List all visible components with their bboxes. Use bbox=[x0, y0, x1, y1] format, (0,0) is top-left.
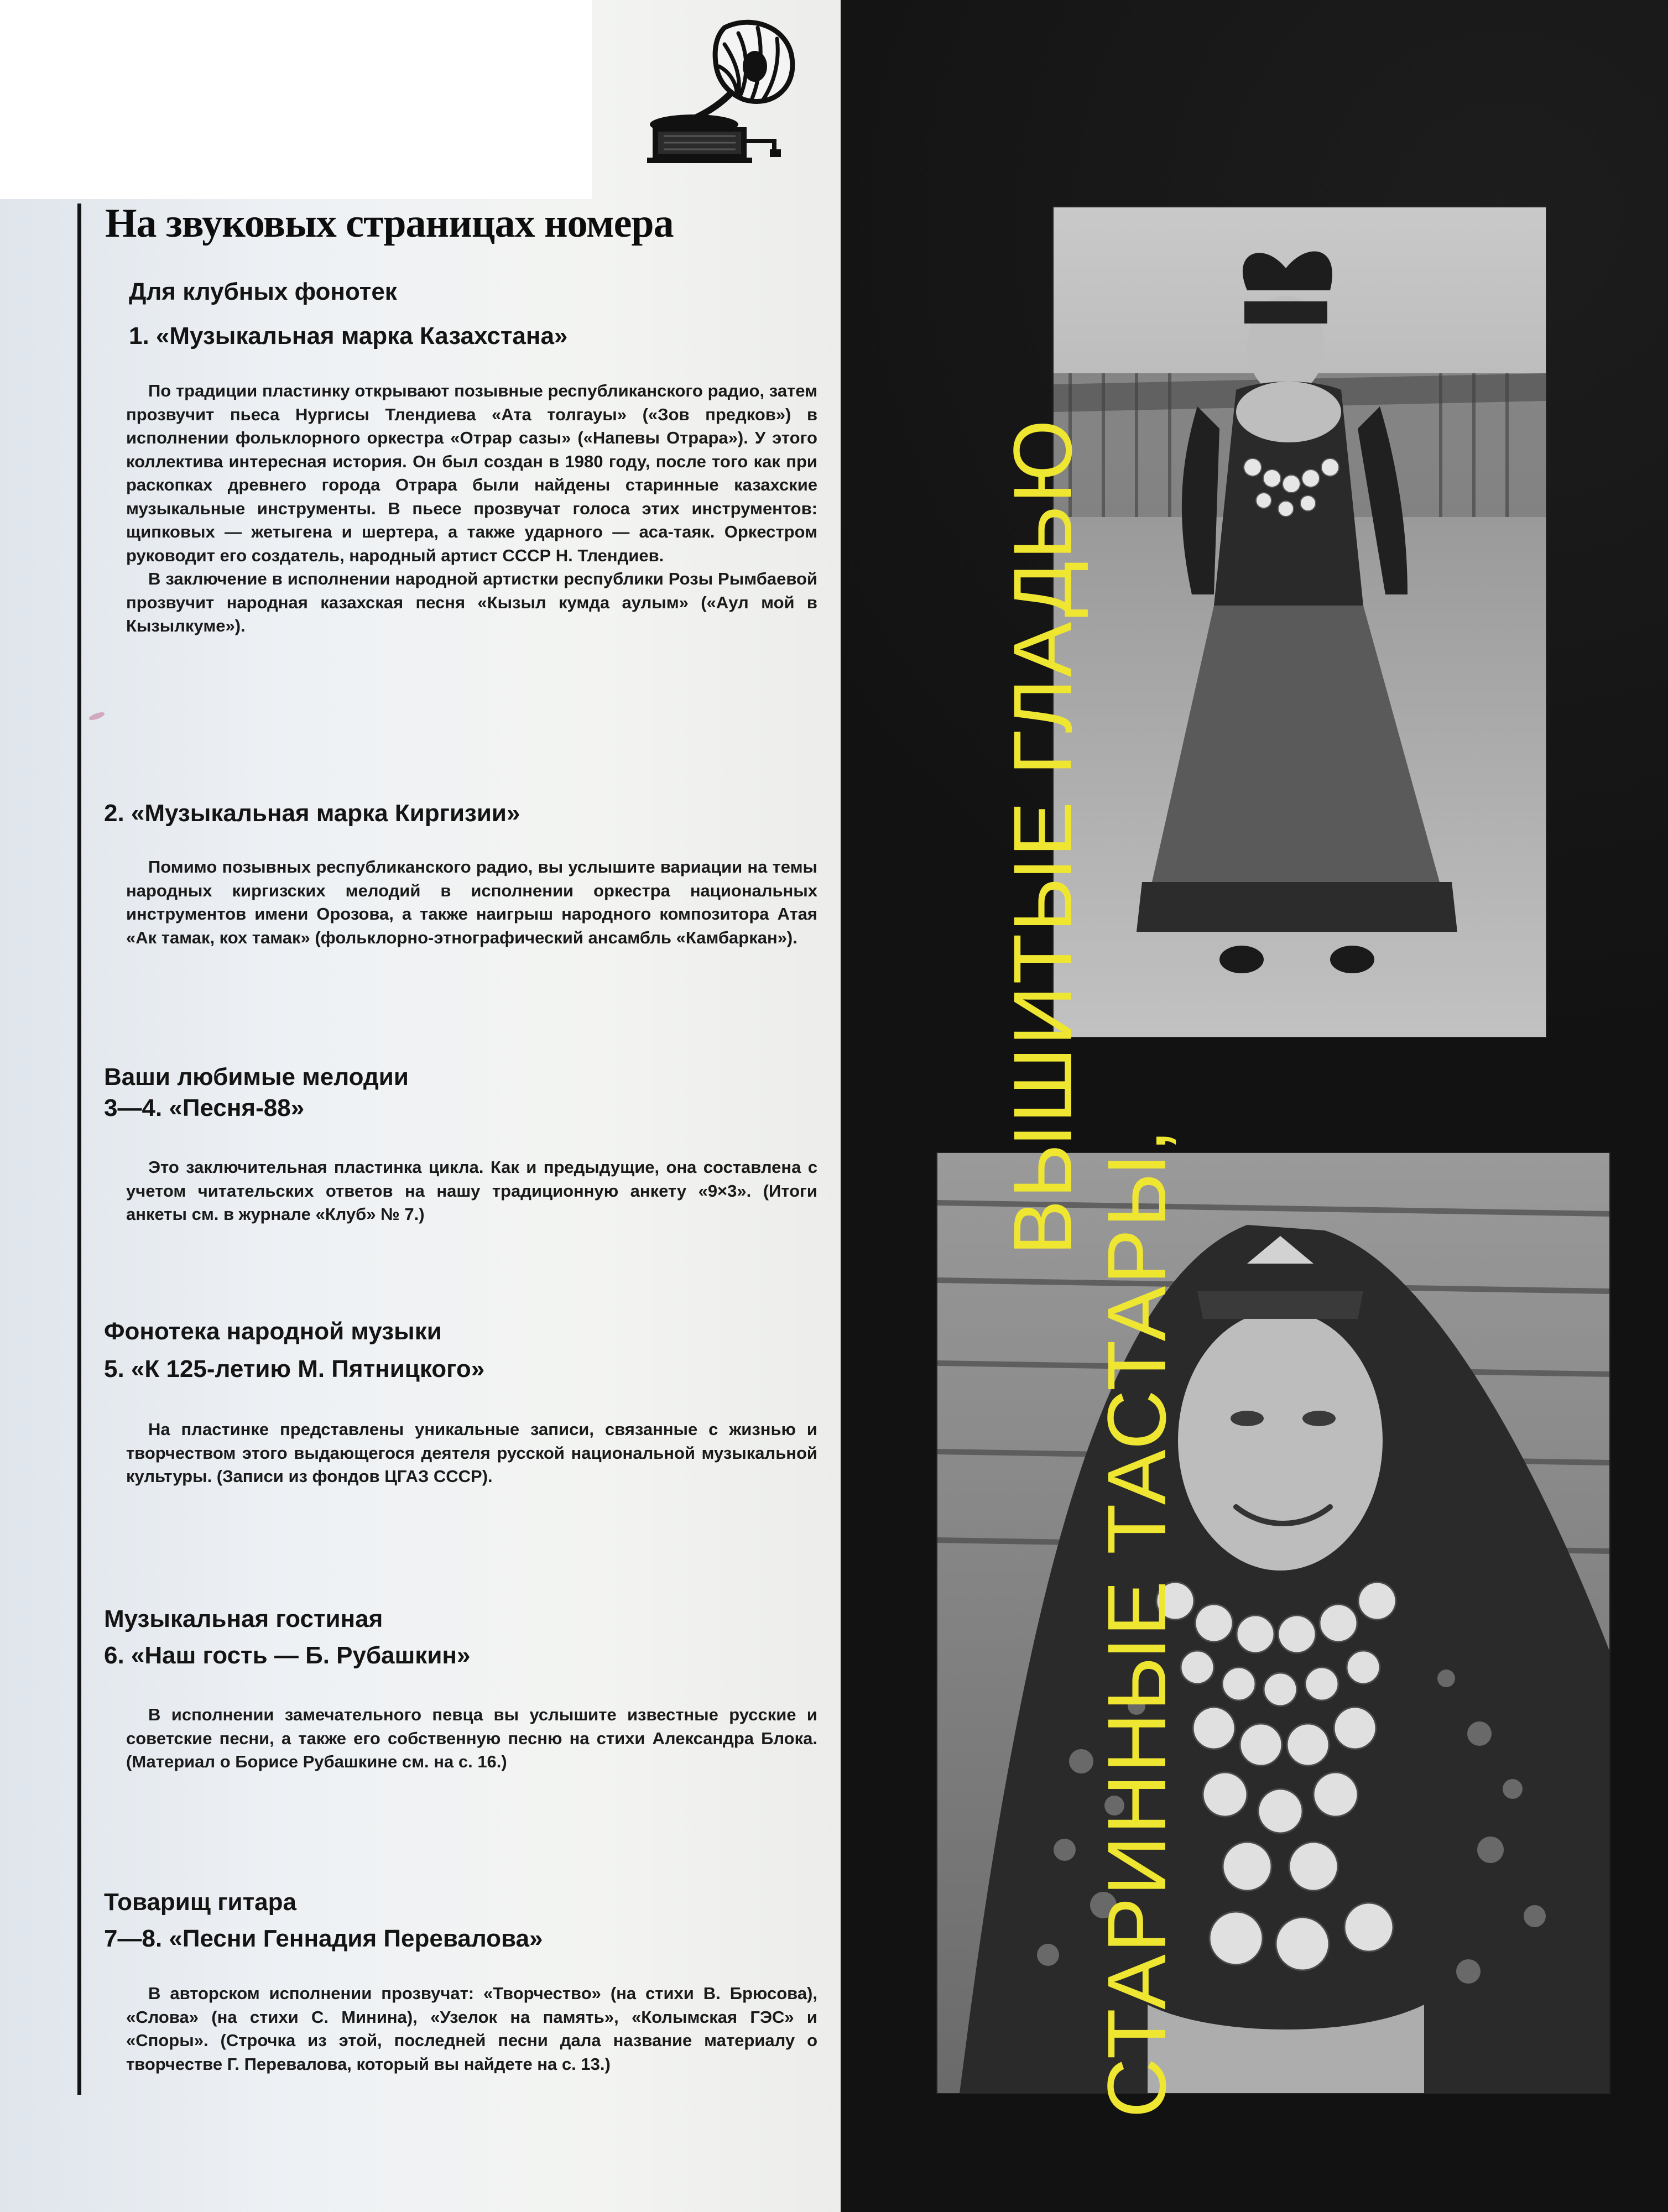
section-category: Музыкальная гостиная bbox=[104, 1605, 383, 1632]
section-body bbox=[104, 1703, 817, 1774]
section-body bbox=[104, 1418, 817, 1489]
section-category: Ваши любимые мелодии bbox=[104, 1063, 409, 1091]
page-title: На звуковых страницах номера bbox=[105, 201, 674, 246]
section-kirgizia bbox=[104, 798, 823, 950]
vertical-title-line-2: ВЫШИТЫЕ ГЛАДЬЮ bbox=[996, 418, 1089, 1255]
section-heading: 7—8. «Песни Геннадия Перевалова» bbox=[104, 1925, 543, 1952]
section-heading: 2. «Музыкальная марка Киргизии» bbox=[104, 800, 520, 827]
section-pesnya-88 bbox=[104, 1062, 823, 1227]
section-paragraph: В исполнении замечательного певца вы услышите известные русские и советские песни, а также его собственную песню на стихи Александра Блока. (Материал о Борисе Рубашкине см. на с. 16.) bbox=[126, 1705, 817, 1771]
section-kazakhstan bbox=[104, 276, 823, 638]
section-body bbox=[104, 379, 817, 638]
vertical-title bbox=[995, 418, 1184, 2118]
section-heading: 1. «Музыкальная марка Казахстана» bbox=[129, 322, 568, 349]
section-perevalov bbox=[104, 1887, 823, 2076]
gramophone-icon bbox=[642, 11, 807, 177]
section-body bbox=[104, 1982, 817, 2076]
section-heading: 5. «К 125-летию М. Пятницкого» bbox=[104, 1355, 485, 1383]
section-body bbox=[104, 855, 817, 950]
section-paragraph: В заключение в исполнении народной артистки республики Розы Рымбаевой прозвучит народная казахская песня «Кызыл кумда аулым» («Аул мой в Кызылкуме»). bbox=[126, 569, 817, 635]
section-paragraph: По традиции пластинку открывают позывные республиканского радио, затем прозвучит пьеса Нургисы Тлендиева «Ата толгауы» («Зов предков») в исполнении фольклорного оркестра «Отрар сазы» («Напевы Отрара»). У этого коллектива интересная история. Он был создан в 1980 году, после того как при раскопках древнего города Отрара были найдены старинные казахские музыкальные инструменты. В пьесе прозвучат голоса этих инструментов: щипковых — жетыгена и шертера, а также ударного — аса-таяк. Оркестром руководит его создатель, народный артист СССР Н. Тлендиев. bbox=[126, 381, 817, 565]
section-paragraph: На пластинке представлены уникальные записи, связанные с жизнью и творчеством этого выдающегося деятеля русской национальной музыкальной культуры. (Записи из фондов ЦГАЗ СССР). bbox=[126, 1420, 817, 1486]
section-paragraph: Это заключительная пластинка цикла. Как и предыдущие, она составлена с учетом читательских ответов на нашу традиционную анкету «9×3». (Итоги анкеты см. в журнале «Клуб» № 7.) bbox=[126, 1157, 817, 1224]
section-category: Товарищ гитара bbox=[104, 1888, 296, 1916]
blank-corner bbox=[0, 0, 592, 199]
section-body bbox=[104, 1156, 817, 1227]
section-heading: 6. «Наш гость — Б. Рубашкин» bbox=[104, 1642, 471, 1669]
section-pyatnitsky bbox=[104, 1316, 823, 1489]
section-category: Фонотека народной музыки bbox=[104, 1318, 442, 1345]
vertical-rule bbox=[77, 204, 81, 2095]
vertical-title-line-1: СТАРИННЫЕ ТАСТАРЫ, bbox=[1090, 1127, 1183, 2118]
section-paragraph: В авторском исполнении прозвучат: «Творчество» (на стихи В. Брюсова), «Слова» (на стихи С. Минина), «Узелок на память», «Колымская ГЭС» и «Споры». (Строчка из этой, последней песни дала название материалу о творчестве Г. Перевалова, который вы найдете на с. 13.) bbox=[126, 1984, 817, 2074]
section-category: Для клубных фонотек bbox=[129, 278, 397, 305]
section-rubashkin bbox=[104, 1604, 823, 1774]
section-heading: 3—4. «Песня-88» bbox=[104, 1094, 305, 1121]
section-paragraph: Помимо позывных республиканского радио, вы услышите вариации на темы народных киргизских мелодий в исполнении оркестра национальных инструментов имени Орозова, а также наигрыш народного композитора Атая «Ак тамак, кох тамак» (фольклорно-этнографический ансамбль «Камбаркан»). bbox=[126, 857, 817, 947]
